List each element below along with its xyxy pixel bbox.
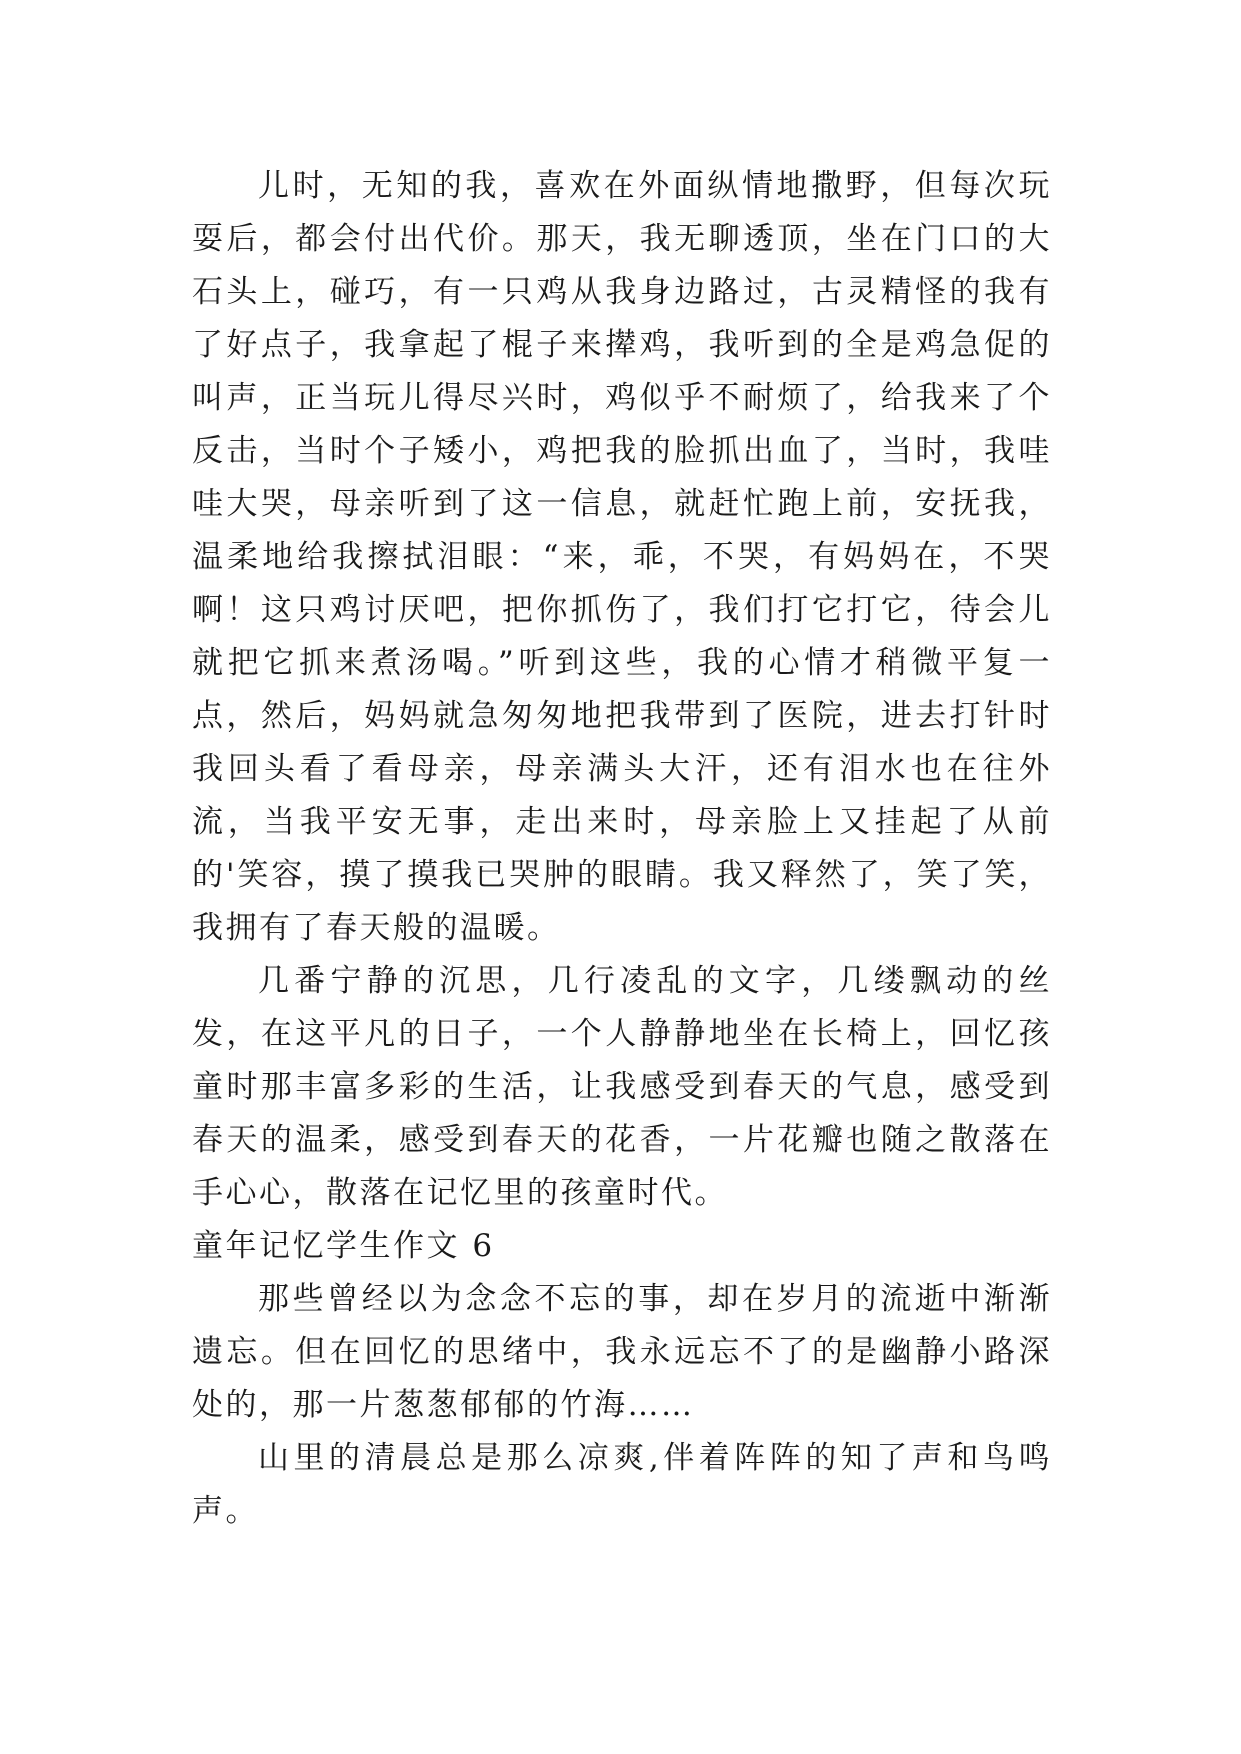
paragraph-quiet-reflection: 几番宁静的沉思，几行凌乱的文字，几缕飘动的丝发，在这平凡的日子，一个人静静地坐在长椅上，回忆孩童时那丰富多彩的生活，让我感受到春天的气息，感受到春天的温柔，感受到春天的花香，一片花瓣也随之散落在手心心，散落在记忆里的孩童时代。 — [192, 963, 1052, 1211]
paragraph-mountain-morning: 山里的清晨总是那么凉爽,伴着阵阵的知了声和鸟鸣声。 — [192, 1440, 1052, 1529]
document-body — [192, 160, 1052, 1538]
paragraph-childhood-chicken: 儿时，无知的我，喜欢在外面纵情地撒野，但每次玩耍后，都会付出代价。那天，我无聊透顶，坐在门口的大石头上，碰巧，有一只鸡从我身边路过，古灵精怪的我有了好点子，我拿起了棍子来撵鸡，我听到的全是鸡急促的叫声，正当玩儿得尽兴时，鸡似乎不耐烦了，给我来了个反击，当时个子矮小，鸡把我的脸抓出血了，当时，我哇哇大哭，母亲听到了这一信息，就赶忙跑上前，安抚我，温柔地给我擦拭泪眼：“来，乖，不哭，有妈妈在，不哭啊！这只鸡讨厌吧，把你抓伤了，我们打它打它，待会儿就把它抓来煮汤喝。”听到这些，我的心情才稍微平复一点，然后，妈妈就急匆匆地把我带到了医院，进去打针时我回头看了看母亲，母亲满头大汗，还有泪水也在往外流，当我平安无事，走出来时，母亲脸上又挂起了从前的'笑容，摸了摸我已哭肿的眼睛。我又释然了，笑了笑，我拥有了春天般的温暖。 — [192, 168, 1052, 946]
paragraph-bamboo-sea: 那些曾经以为念念不忘的事，却在岁月的流逝中渐渐遗忘。但在回忆的思绪中，我永远忘不了的是幽静小路深处的，那一片葱葱郁郁的竹海…… — [192, 1281, 1052, 1423]
essay-heading: 童年记忆学生作文 6 — [192, 1228, 495, 1264]
